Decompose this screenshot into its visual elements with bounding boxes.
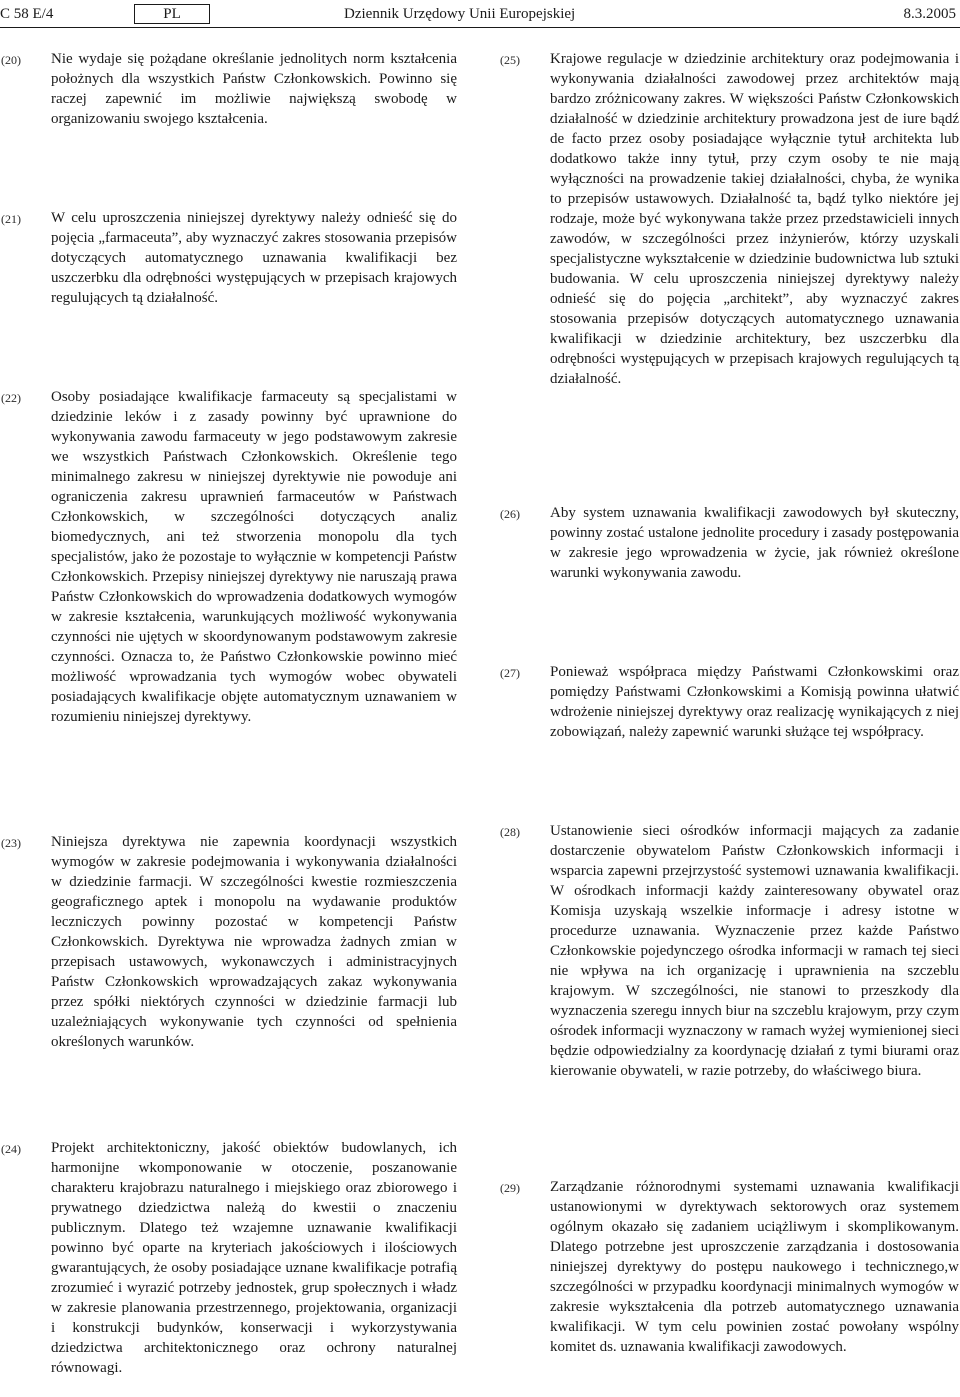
recital-number: (25): [500, 53, 520, 67]
recital-number: (29): [500, 1181, 520, 1195]
recital-text: Aby system uznawania kwalifikacji zawodowych był skuteczny, powinny zostać ustalone jednolite procedury i zasady postępowania w zakresie jego wprowadzenia w życie, jak również określone warunki wykonywania zawodu.: [550, 505, 959, 581]
recital-text: Niniejsza dyrektywa nie zapewnia koordynacji wszystkich wymogów w zakresie podejmowania i wykonywania działalności w dziedzinie farmacji. W szczególności kwestie rozmieszczenia geograficznego aptek i monopolu na wydawanie produktów leczniczych powinny pozostać w kompetencji Państw Członkowskich. Dyrektywa nie wprowadza żadnych zmian w przepisach ustawowych, wykonawczych i administracyjnych Państw Członkowskich wprowadzających zakaz wykonywania przez spółki niektórych czynności w dziedzinie farmacji lub uzależniających wykonywanie tych czynności od spełnienia określonych warunków.: [51, 834, 457, 1050]
recital-number: (27): [500, 666, 520, 680]
header-divider: [0, 27, 960, 28]
recital-text: Nie wydaje się pożądane określanie jednolitych norm kształcenia położnych dla wszystkich Państw Członkowskich. Powinno się raczej zapewnić im możliwie największą swobodę w organizowaniu swojego kształcenia.: [51, 51, 457, 127]
recital-text: Projekt architektoniczny, jakość obiektów budowlanych, ich harmonijne wkomponowanie w otoczenie, poszanowanie charakteru krajobrazu naturalnego i miejskiego oraz zbiorowego i prywatnego dziedzictwa należą do kwestii o znaczeniu publicznym. Dlatego też wzajemne uznawanie kwalifikacji powinno być oparte na kryteriach jakościowych i ilościowych gwarantujących, że osoby posiadające uznane kwalifikacje potrafią zrozumieć i wyrazić potrzeby jednostek, grup społecznych i władz w zakresie planowania przestrzennego, projektowania, organizacji i konstrukcji budynków, konserwacji i wykorzystywania dziedzictwa architektonicznego oraz ochrony naturalnej równowagi.: [51, 1140, 457, 1376]
language-badge: PL: [134, 4, 210, 24]
recital-text: W celu uproszczenia niniejszej dyrektywy należy odnieść się do pojęcia „farmaceuta”, aby wyznaczyć zakres stosowania przepisów dotyczących automatycznego uznawania kwalifikacji bez uszczerbku dla odrębności występujących w przepisach krajowych regulujących tą działalność.: [51, 210, 457, 306]
recital-text: Ponieważ współpraca między Państwami Członkowskimi oraz pomiędzy Państwami Członkowskimi a Komisją powinna ułatwić wdrożenie niniejszej dyrektywy oraz realizację wynikających z niej zobowiązań, należy zapewnić warunki służące tej współpracy.: [550, 664, 959, 740]
page-header: [0, 4, 960, 26]
recital-number: (26): [500, 507, 520, 521]
journal-title: Dziennik Urzędowy Unii Europejskiej: [344, 6, 576, 22]
recital-number: (28): [500, 825, 520, 839]
recital-number: (21): [1, 212, 21, 226]
recital-text: Zarządzanie różnorodnymi systemami uznawania kwalifikacji ustanowionymi w dyrektywach sektorowych oraz systemem ogólnym okazało się zadaniem uciążliwym i skomplikowanym. Dlatego potrzebne jest uproszczenie zarządzania i dostosowania niniejszej dyrektywy do postępu naukowego i technicznego,w szczególności w przypadku koordynacji minimalnych wymogów w zakresie wykształcenia dla potrzeb automatycznego uznawania kwalifikacji. W tym celu powinien zostać powołany wspólny komitet ds. uznawania kwalifikacji zawodowych.: [550, 1179, 959, 1355]
recital-number: (22): [1, 391, 21, 405]
recital-text: Krajowe regulacje w dziedzinie architektury oraz podejmowania i wykonywania działalności zawodowej przez architektów mają bardzo zróżnicowany zakres. W większości Państw Członkowskich działalność w dziedzinie architektury prowadzona jest de iure bądź de facto przez osoby posiadające wyłącznie tytuł architekta lub dodatkowo także inny tytuł, przy czym osoby te nie mają wyłączności na prowadzenie takiej działalności, chyba, że wynika to przepisów ustawowych. Działalność ta, bądź tylko niektóre jej rodzaje, może być wykonywana także przez przedstawicieli innych zawodów, w szczególności przez inżynierów, którzy uzyskali specjalistyczne wykształcenie w dziedzinie budownictwa lub sztuki budowania. W celu uproszczenia niniejszej dyrektywy należy odnieść się do pojęcia „architekt”, aby wyznaczyć zakres stosowania przepisów dotyczących automatycznego uznawania kwalifikacji w dziedzinie architektury, bez uszczerbku dla odrębności występujących w przepisach krajowych regulujących tą działalność.: [550, 51, 959, 387]
recital-number: (23): [1, 836, 21, 850]
publication-date: 8.3.2005: [903, 6, 956, 22]
recital-text: Ustanowienie sieci ośrodków informacji mających za zadanie dostarczenie obywatelom Państw Członkowskich informacji i wsparcia zapewni przejrzystość systemowi uznawania kwalifikacji. W ośrodkach informacji każdy zainteresowany obywatel oraz Komisja uzyskają wszelkie informacje i adresy istotne w procedurze uznawania. Wyznaczenie przez każde Państwo Członkowskie pojedynczego ośrodka informacji w ramach tej sieci nie wpływa na ich organizację i uprawnienia na szczeblu krajowym. W szczególności, nie stanowi to przeszkody dla wyznaczenia szeregu innych biur na szczeblu krajowym, przy czym ośrodek informacji wyznaczony w ramach wyżej wymienionej sieci będzie odpowiedzialny za koordynację działań z tymi biurami oraz kierowanie obywateli, w razie potrzeby, do właściwego biura.: [550, 823, 959, 1079]
recital-number: (24): [1, 1142, 21, 1156]
recital-text: Osoby posiadające kwalifikacje farmaceuty są specjalistami w dziedzinie leków i z zasady powinny być uprawnione do wykonywania zawodu farmaceuty w jego podstawowym zakresie we wszystkich Państwach Członkowskich. Określenie tego minimalnego zakresu w niniejszej dyrektywie nie powoduje ani ograniczenia zakresu uprawnień farmaceutów w Państwach Członkowskich, w szczególności dotyczących analiz biomedycznych, ani też stworzenia monopolu dla tych specjalistów, jako że pozostaje to wyłącznie w kompetencji Państw Członkowskich. Przepisy niniejszej dyrektywy nie naruszają prawa Państw Członkowskich do wprowadzenia dodatkowych wymogów w zakresie kształcenia, warunkujących możliwość wykonywania czynności nie ujętych w skoordynowanym podstawowym zakresie czynności. Oznacza to, że Państwo Członkowskie powinno mieć możliwość wprowadzania tych wymogów wobec obywateli posiadających kwalifikacje objęte automatycznym uznawaniem w rozumieniu niniejszej dyrektywy.: [51, 389, 457, 725]
page-reference: C 58 E/4: [0, 6, 54, 22]
recital-number: (20): [1, 53, 21, 67]
